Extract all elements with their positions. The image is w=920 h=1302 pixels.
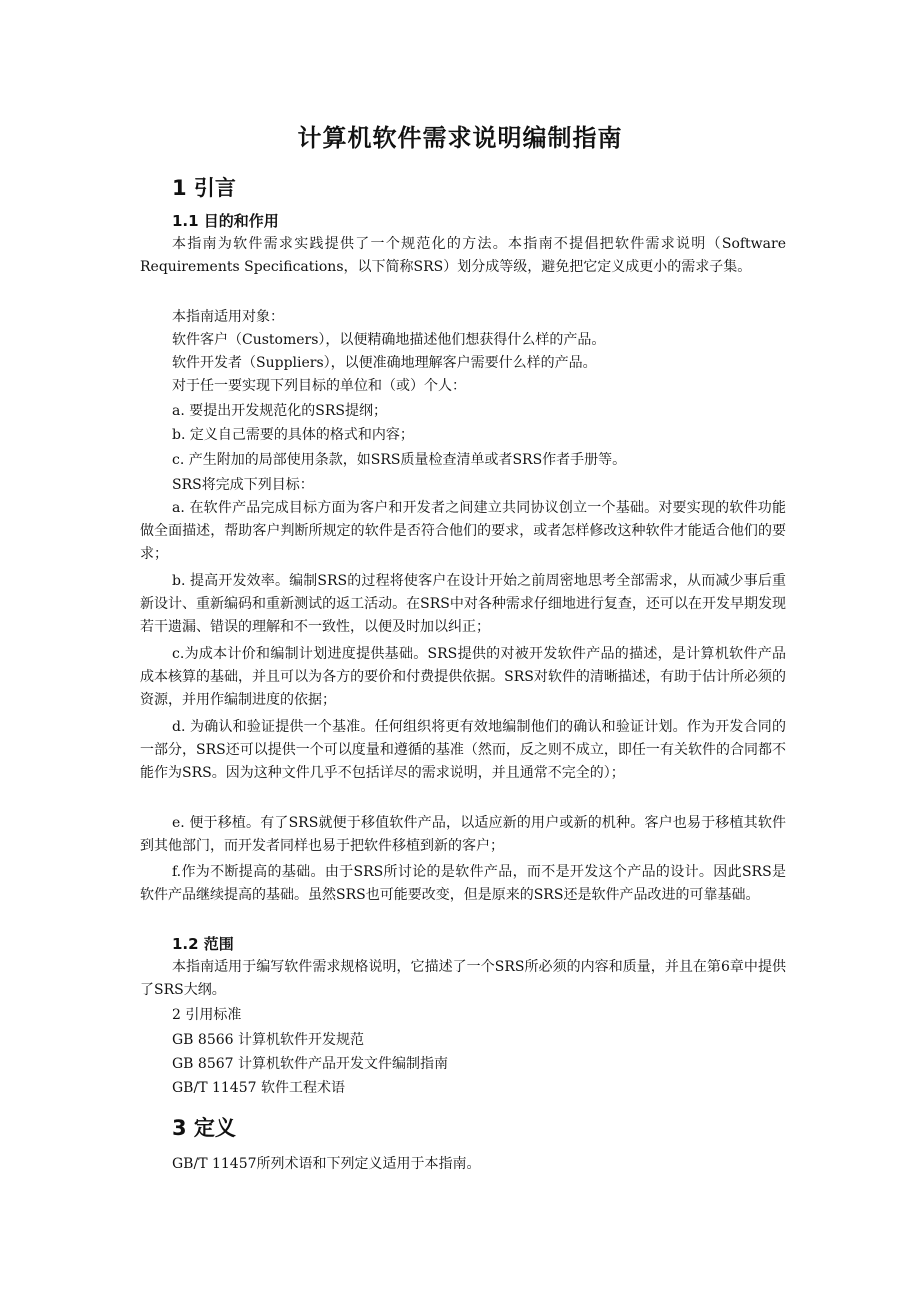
list-item-a: a. 要提出开发规范化的SRS提纲； [172, 403, 387, 419]
list-item-b: b. 定义自己需要的具体的格式和内容； [172, 427, 414, 443]
goal-b-paragraph: b. 提高开发效率。编制SRS的过程将使客户在设计开始之前周密地思考全部需求，从而减少事后重新设计、重新编码和重新测试的返工活动。在SRS中对各种需求仔细地进行复查，还可以在开发早期发现若干遗漏、错误的理解和不一致性，以便及时加以纠正； [140, 573, 786, 635]
goal-e-paragraph: e. 便于移植。有了SRS就便于移值软件产品，以适应新的用户或新的机种。客户也易于移植其软件到其他部门，而开发者同样也易于把软件移植到新的客户； [140, 815, 786, 854]
suppliers-paragraph: 软件开发者（Suppliers），以便准确地理解客户需要什么样的产品。 [172, 355, 597, 371]
intro-paragraph: 本指南为软件需求实践提供了一个规范化的方法。本指南不提倡把软件需求说明（Software Requirements Specifications，以下简称SRS）划分成等级，避免把它定义成更小的需求子集。 [140, 236, 786, 275]
units-paragraph: 对于任一要实现下列目标的单位和（或）个人： [172, 378, 466, 394]
definition-paragraph: GB/T 11457所列术语和下列定义适用于本指南。 [172, 1156, 481, 1172]
document-title: 计算机软件需求说明编制指南 [297, 124, 623, 152]
reference-gbt11457: GB/T 11457 软件工程术语 [172, 1080, 345, 1096]
section-3-heading: 3 定义 [172, 1116, 236, 1140]
section-2-heading: 2 引用标准 [172, 1007, 242, 1023]
scope-paragraph: 本指南适用于编写软件需求规格说明，它描述了一个SRS所必须的内容和质量，并且在第6章中提供了SRS大纲。 [140, 959, 786, 998]
goal-a-paragraph: a. 在软件产品完成目标方面为客户和开发者之间建立共同协议创立一个基础。对要实现的软件功能做全面描述，帮助客户判断所规定的软件是否符合他们的要求，或者怎样修改这种软件才能适合他们的要求； [140, 500, 786, 562]
targets-paragraph: 本指南适用对象： [172, 309, 284, 325]
goal-f-paragraph: f.作为不断提高的基础。由于SRS所讨论的是软件产品，而不是开发这个产品的设计。因此SRS是软件产品继续提高的基础。虽然SRS也可能要改变，但是原来的SRS还是软件产品改进的可靠基础。 [140, 864, 786, 903]
section-1-heading: 1 引言 [172, 176, 236, 200]
reference-gb8566: GB 8566 计算机软件开发规范 [172, 1032, 365, 1048]
reference-gb8567: GB 8567 计算机软件产品开发文件编制指南 [172, 1056, 449, 1072]
list-item-c: c. 产生附加的局部使用条款，如SRS质量检查清单或者SRS作者手册等。 [172, 452, 627, 468]
subsection-1-2-heading: 1.2 范围 [172, 935, 234, 953]
subsection-1-1-heading: 1.1 目的和作用 [172, 212, 279, 230]
customers-paragraph: 软件客户（Customers），以便精确地描述他们想获得什么样的产品。 [172, 332, 606, 348]
goal-c-paragraph: c.为成本计价和编制计划进度提供基础。SRS提供的对被开发软件产品的描述，是计算机软件产品成本核算的基础，并且可以为各方的要价和付费提供依据。SRS对软件的清晰描述，有助于估计所必须的资源，并用作编制进度的依据； [140, 646, 786, 708]
goal-d-paragraph: d. 为确认和验证提供一个基准。任何组织将更有效地编制他们的确认和验证计划。作为开发合同的一部分，SRS还可以提供一个可以度量和遵循的基准（然而，反之则不成立，即任一有关软件的合同都不能作为SRS。因为这种文件几乎不包括详尽的需求说明，并且通常不完全的）； [140, 719, 786, 781]
srs-goals-paragraph: SRS将完成下列目标： [172, 477, 314, 493]
